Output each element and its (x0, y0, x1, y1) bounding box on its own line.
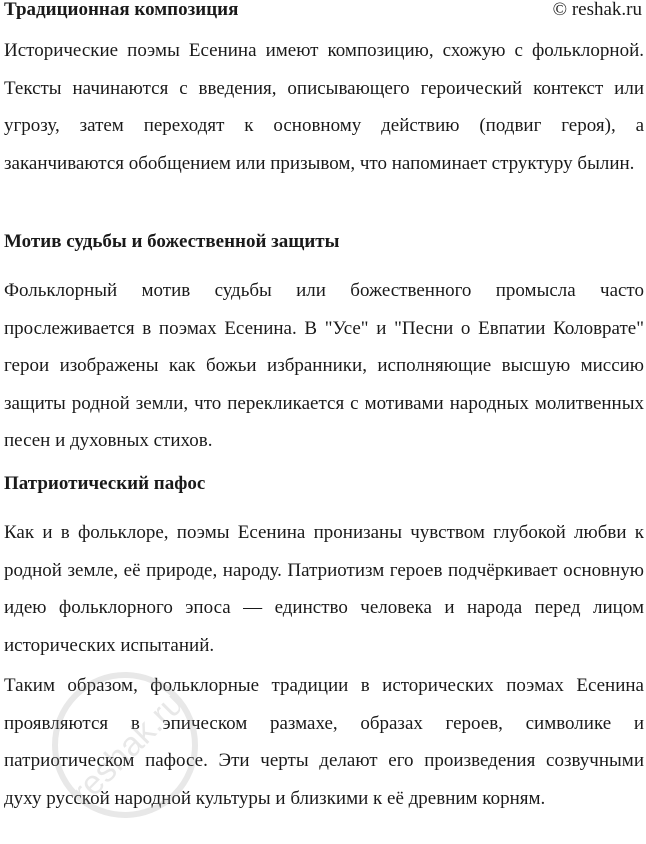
paragraph-fate: Фольклорный мотив судьбы или божественного промысла часто прослеживается в поэмах Есенина. В "Усе" и "Песни о Евпатии Коловрате" герои изображены как божьи избранники, исполняющие высшую миссию защиты родной земли, что перекликается с мотивами народных молитвенных песен и духовных стихов. (4, 280, 644, 452)
paragraph-block-3 (4, 514, 644, 664)
section-fate (4, 230, 644, 254)
paragraph-patriotism: Как и в фольклоре, поэмы Есенина пронизаны чувством глубокой любви к родной земле, её природе, народу. Патриотизм героев подчёркивает основную идею фольклорного эпоса — единство человека и народа перед лицом исторических испытаний. (4, 522, 644, 656)
paragraph-conclusion: Таким образом, фольклорные традиции в исторических поэмах Есенина проявляются в эпическом размахе, образах героев, символике и патриотическом пафосе. Эти черты делают его произведения созвучными духу русской народной культуры и близкими к её древним корням. (4, 675, 644, 809)
svg-text:reshak.ru: reshak.ru (64, 684, 192, 812)
paragraph-block-4 (4, 667, 644, 817)
paragraph-composition: Исторические поэмы Есенина имеют композицию, схожую с фольклорной. Тексты начинаются с введения, описывающего героический контекст или угрозу, затем переходят к основному действию (подвиг героя), а заканчиваются обобщением или призывом, что напоминает структуру былин. (4, 40, 644, 174)
section-heading-patriotism: Патриотический пафос (4, 473, 206, 494)
paragraph-block-1 (4, 32, 644, 182)
section-heading-composition: Традиционная композиция (4, 0, 239, 20)
section-patriotism (4, 472, 644, 496)
paragraph-block-2 (4, 272, 644, 460)
source-watermark-text: © reshak.ru (552, 0, 642, 20)
page-header (4, 0, 644, 24)
section-heading-fate: Мотив судьбы и божественной защиты (4, 231, 340, 252)
